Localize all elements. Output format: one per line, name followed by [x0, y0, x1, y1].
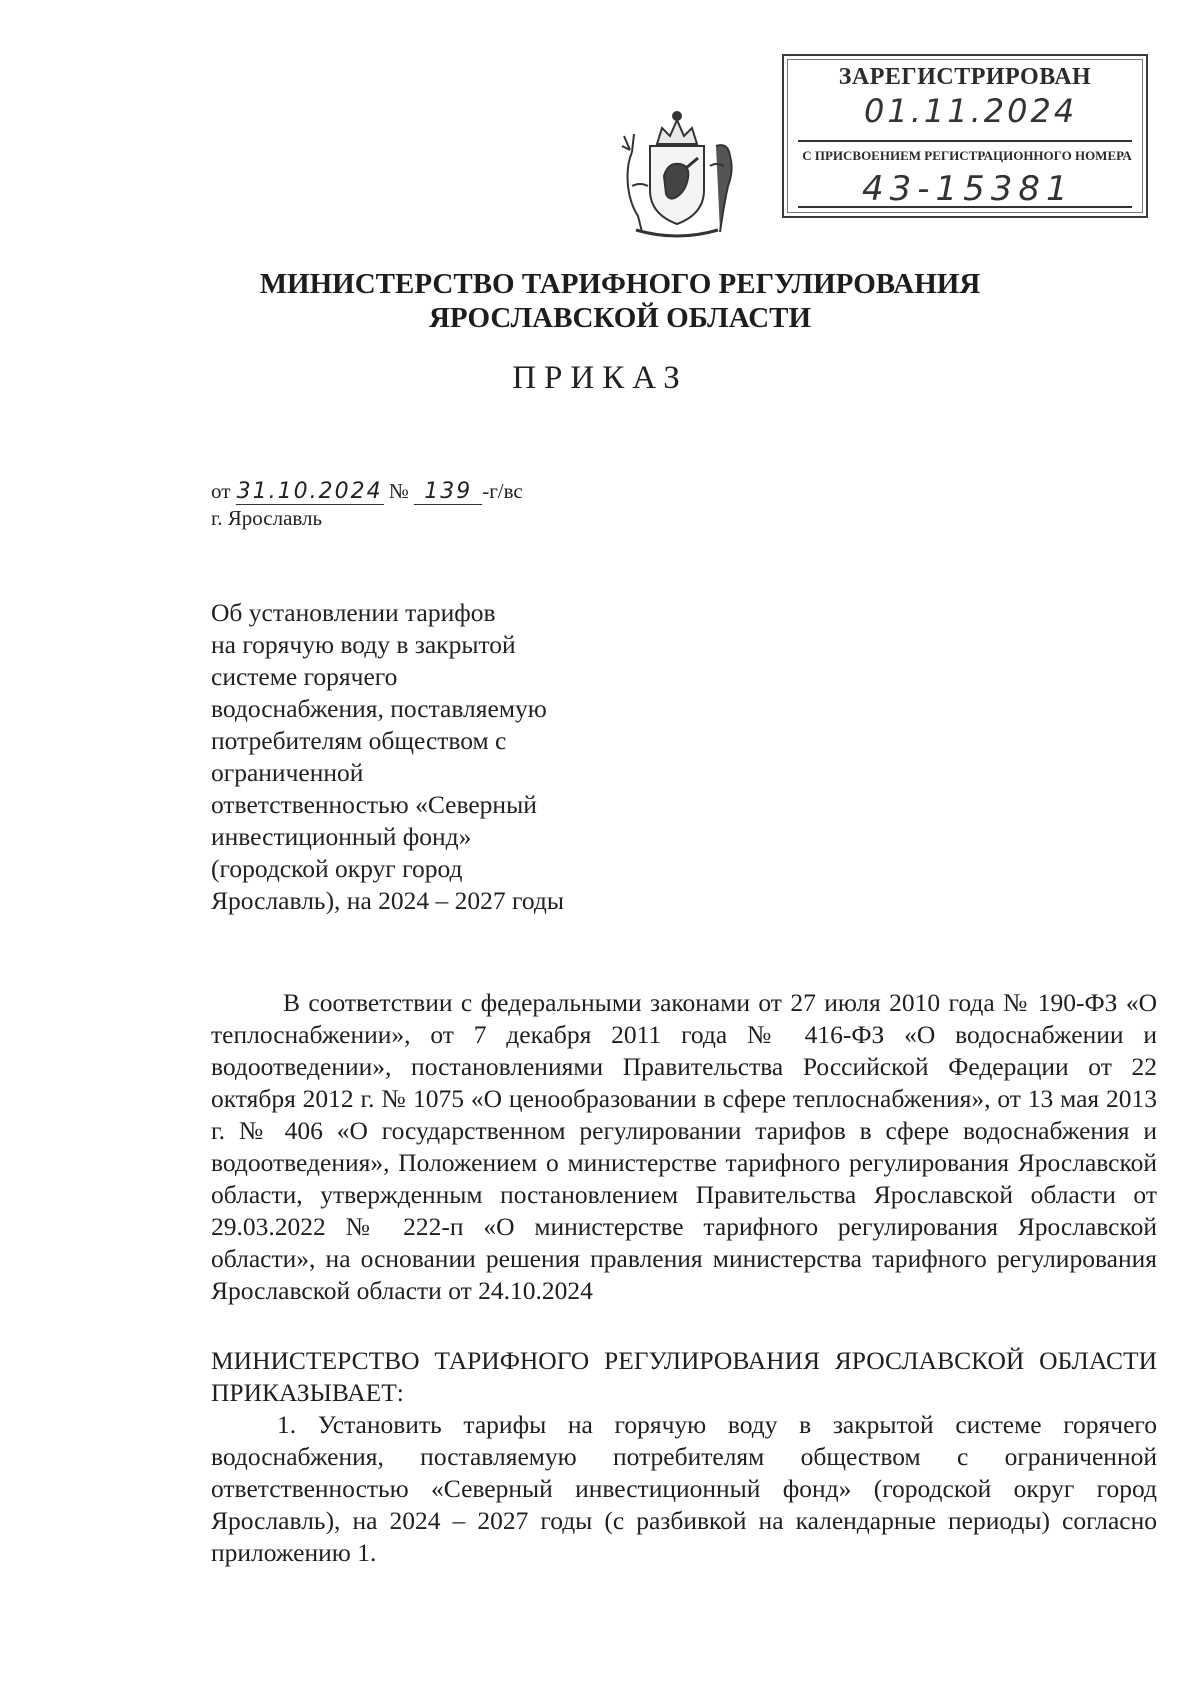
- order-date-handwritten: 31.10.2024: [236, 479, 383, 504]
- order-item-1: 1. Установить тарифы на горячую воду в закрытой системе горячего водоснабжения, поставляемую потребителям обществом с ограниченной ответственностью «Северный инвестиционный фонд» (городской округ город Ярославль), на 2024 – 2027 годы (с разбивкой на календарные периоды) согласно приложению 1.: [211, 1410, 1157, 1567]
- order-city: г. Ярославль: [211, 506, 323, 530]
- number-label: №: [388, 479, 409, 503]
- order-number-suffix: -г/вс: [482, 479, 523, 503]
- from-label: от: [211, 479, 231, 503]
- preamble-paragraph: В соответствии с федеральными законами от 27 июля 2010 года № 190-ФЗ «О теплоснабжении», от 7 декабря 2011 года № 416-ФЗ «О водоснабжении и водоотведении», постановлениями Правительства Российской Федерации от 22 октября 2012 г. № 1075 «О ценообразовании в сфере теплоснабжения», от 13 мая 2013 г. № 406 «О государственном регулировании тарифов в сфере водоснабжения и водоотведения», Положением о министерстве тарифного регулирования Ярославской области, утвержденным постановлением Правительства Ярославской области от 29.03.2022 № 222-п «О министерстве тарифного регулирования Ярославской области», на основании решения правления министерства тарифного регулирования Ярославской области от 24.10.2024: [211, 988, 1157, 1305]
- stamp-subtitle: С ПРИСВОЕНИЕМ РЕГИСТРАЦИОННОГО НОМЕРА: [802, 148, 1132, 163]
- stamp-divider: [798, 206, 1132, 208]
- ministry-heading-line2: ЯРОСЛАВСКОЙ ОБЛАСТИ: [428, 302, 812, 334]
- ministry-heading-line1: МИНИСТЕРСТВО ТАРИФНОГО РЕГУЛИРОВАНИЯ: [259, 268, 981, 300]
- order-subject: Об установлении тарифов на горячую воду в закрытой системе горячего водоснабжения, поставляемую потребителям обществом с ограниченной ответственностью «Северный инвестиционный фонд» (городской округ город Ярославль), на 2024 – 2027 годы: [211, 598, 564, 915]
- stamp-handwritten-date: 01.11.2024: [864, 92, 1078, 130]
- order-title: ПРИКАЗ: [512, 360, 688, 396]
- stamp-handwritten-number: 43-15381: [862, 169, 1074, 209]
- stamp-title: ЗАРЕГИСТРИРОВАН: [838, 64, 1092, 90]
- yaroslavl-coat-of-arms-icon: [612, 106, 742, 242]
- order-phrase: МИНИСТЕРСТВО ТАРИФНОГО РЕГУЛИРОВАНИЯ ЯРОСЛАВСКОЙ ОБЛАСТИ ПРИКАЗЫВАЕТ:: [211, 1346, 1157, 1407]
- order-number-handwritten: 139: [414, 479, 482, 505]
- order-date-line: [211, 479, 523, 505]
- registration-stamp: [782, 54, 1148, 218]
- stamp-divider: [798, 140, 1132, 142]
